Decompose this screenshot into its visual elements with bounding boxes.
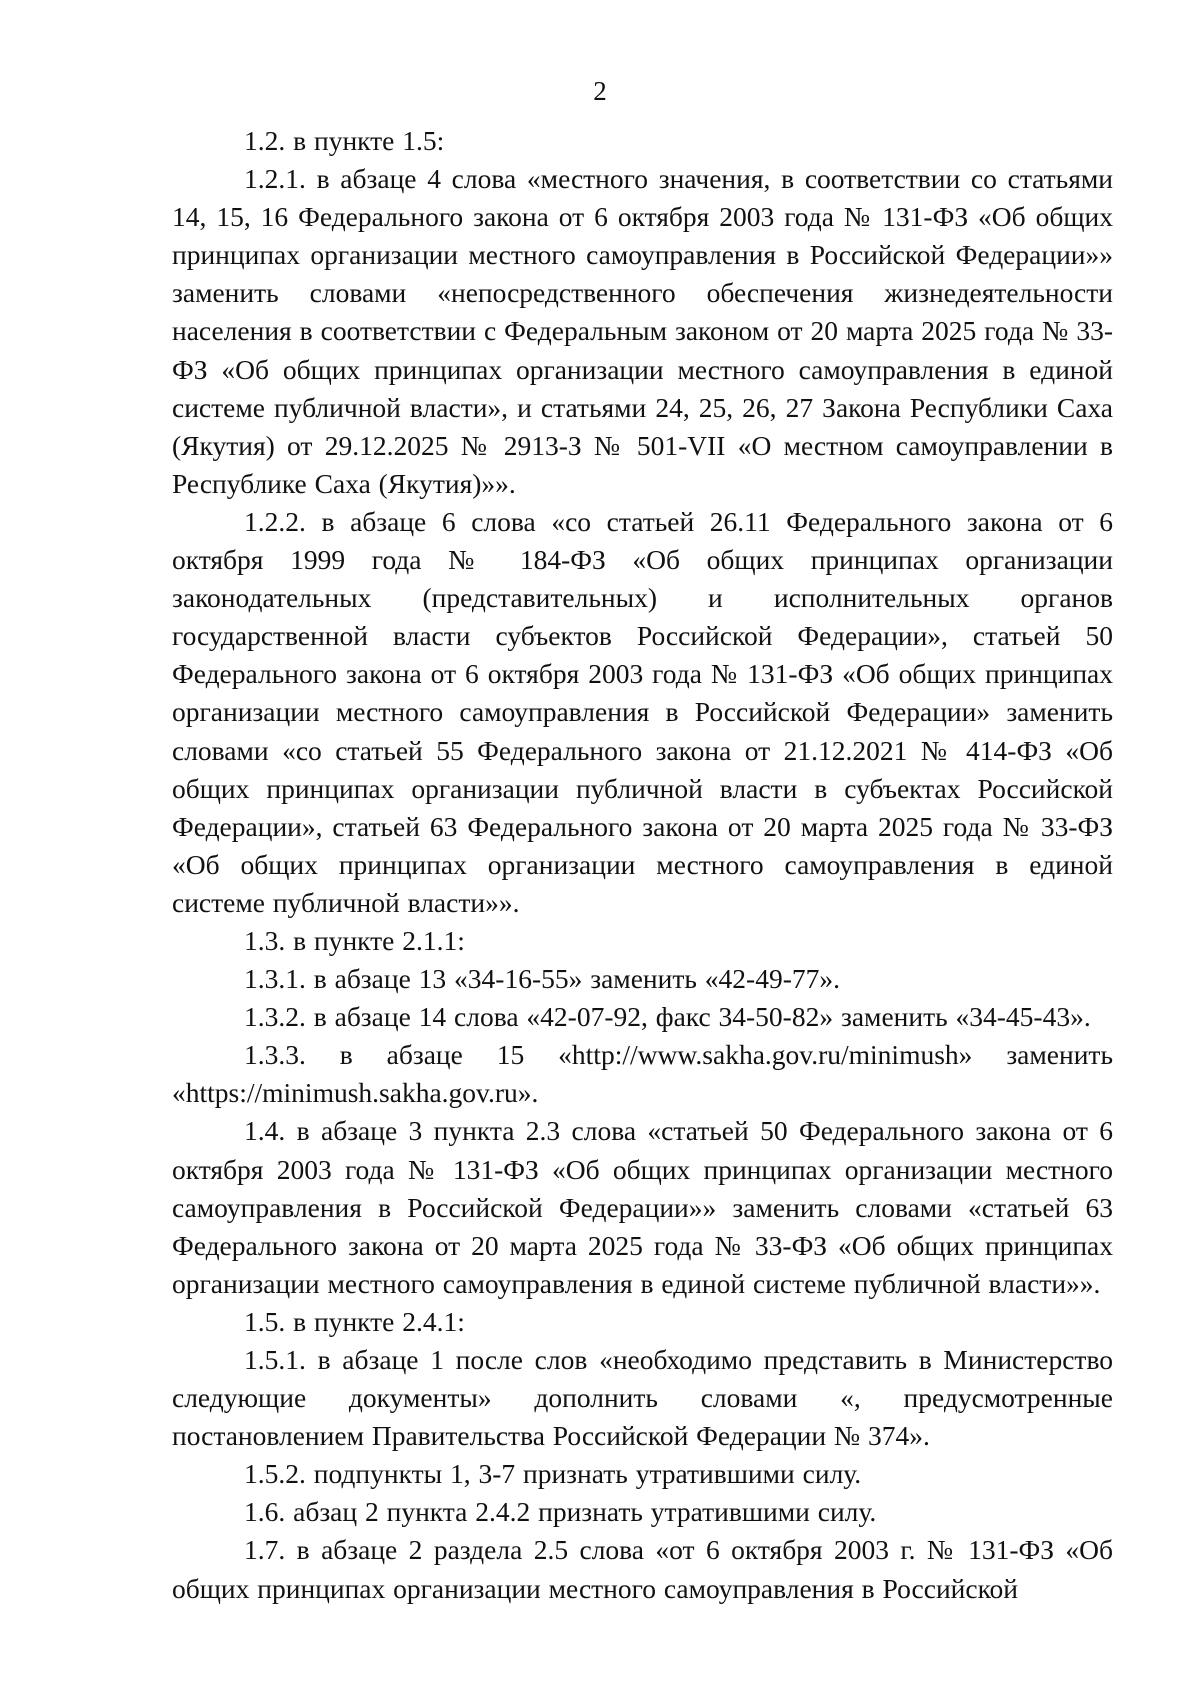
document-body: [172, 122, 1113, 1608]
paragraph-1-3-3: 1.3.3. в абзаце 15 «http://www.sakha.gov.ru/minimush» заменить «https://minimush.sakha.gov.ru».: [172, 1039, 1113, 1109]
paragraph-1-4: 1.4. в абзаце 3 пункта 2.3 слова «статьей 50 Федерального закона от 6 октября 2003 года № 131-ФЗ «Об общих принципах организации местного самоуправления в Российской Федерации»» заменить словами «статьей 63 Федерального закона от 20 марта 2025 года № 33-ФЗ «Об общих принципах организации местного самоуправления в единой системе публичной власти»».: [172, 1115, 1113, 1299]
paragraph-1-5-2: 1.5.2. подпункты 1, 3-7 признать утратившими силу.: [244, 1458, 862, 1490]
paragraph-1-3: 1.3. в пункте 2.1.1:: [244, 924, 465, 956]
paragraph-1-2: 1.2. в пункте 1.5:: [244, 125, 445, 156]
paragraph-1-3-2: 1.3.2. в абзаце 14 слова «42-07-92, факс 34-50-82» заменить «34-45-43».: [244, 1001, 1091, 1033]
paragraph-1-2-2: 1.2.2. в абзаце 6 слова «со статьей 26.11 Федерального закона от 6 октября 1999 года № 184-ФЗ «Об общих принципах организации законодательных (представительных) и исполнительных органов государственной власти субъектов Российской Федерации», статьей 50 Федерального закона от 6 октября 2003 года № 131-ФЗ «Об общих принципах организации местного самоуправления в Российской Федерации» заменить словами «со статьей 55 Федерального закона от 21.12.2021 № 414-ФЗ «Об общих принципах организации публичной власти в субъектах Российской Федерации», статьей 63 Федерального закона от 20 марта 2025 года № 33-ФЗ «Об общих принципах организации местного самоуправления в единой системе публичной власти»».: [172, 505, 1113, 918]
paragraph-1-5-1: 1.5.1. в абзаце 1 после слов «необходимо представить в Министерство следующие документы» дополнить словами «, предусмотренные постановлением Правительства Российской Федерации № 374».: [172, 1344, 1113, 1452]
page-number: 2: [593, 76, 607, 106]
paragraph-1-6: 1.6. абзац 2 пункта 2.4.2 признать утратившими силу.: [244, 1496, 877, 1528]
paragraph-1-2-1: 1.2.1. в абзаце 4 слова «местного значения, в соответствии со статьями 14, 15, 16 Федерального закона от 6 октября 2003 года № 131-ФЗ «Об общих принципах организации местного самоуправления в Российской Федерации»» заменить словами «непосредственного обеспечения жизнедеятельности населения в соответствии с Федеральным законом от 20 марта 2025 года № 33-ФЗ «Об общих принципах организации местного самоуправления в единой системе публичной власти», и статьями 24, 25, 26, 27 Закона Республики Саха (Якутия) от 29.12.2025 № 2913-З № 501-VII «О местном самоуправлении в Республике Саха (Якутия)»».: [172, 163, 1113, 499]
paragraph-1-3-1: 1.3.1. в абзаце 13 «34-16-55» заменить «42-49-77».: [244, 963, 840, 995]
paragraph-1-7: 1.7. в абзаце 2 раздела 2.5 слова «от 6 октября 2003 г. № 131-ФЗ «Об общих принципах организации местного самоуправления в Российской: [172, 1534, 1113, 1604]
paragraph-1-5: 1.5. в пункте 2.4.1:: [244, 1305, 465, 1337]
